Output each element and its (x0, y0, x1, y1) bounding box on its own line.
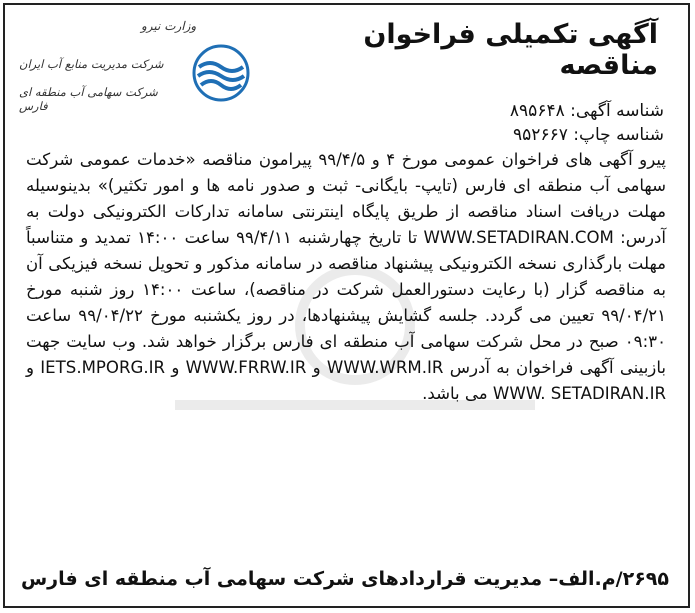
conjunction-2: و (165, 358, 186, 377)
url-setadiran-com: WWW.SETADIRAN.COM (423, 228, 614, 247)
logo-ministry-text: وزارت نیرو (141, 19, 197, 33)
url-wrm: WWW.WRM.IR (326, 358, 444, 377)
water-company-logo-icon (191, 43, 251, 103)
url-setadiran-ir: WWW. SETADIRAN.IR (492, 384, 666, 403)
print-id-row (510, 123, 664, 147)
print-id-value: ۹۵۲۶۶۷ (513, 125, 568, 145)
notice-body (26, 147, 666, 407)
logo-line-2: شرکت سهامی آب منطقه ای فارس (19, 85, 158, 113)
notice-id-value: ۸۹۵۶۴۸ (509, 101, 565, 121)
notice-identifiers (510, 99, 664, 147)
notice-id-label: شناسه آگهی: (570, 101, 664, 121)
notice-footer: ۲۶۹۵/م.الف– مدیریت قراردادهای شرکت سهامی آب منطقه ای فارس (20, 568, 669, 590)
body-end: می باشد. (422, 384, 493, 403)
url-frrw: WWW.FRRW.IR (185, 358, 307, 377)
logo-block (19, 15, 281, 111)
conjunction-1: و (306, 358, 327, 377)
body-part-1: پیرو آگهی های فراخوان عمومی مورخ ۴ و ۹۹/۴/۵ پیرامون مناقصه «خدمات عمومی شرکت سهامی آب منطقه ای فارس (تایپ- بایگانی- ثبت و صدور نامه ها و امور تکثیر)» بدینوسیله مهلت دریافت اسناد مناقصه از طریق پایگاه اینترنتی سامانه تدارکات الکترونیکی دولت به آدرس: (26, 150, 666, 247)
notice-id-row (510, 99, 664, 123)
body-part-2: تا تاریخ چهارشنبه ۹۹/۴/۱۱ ساعت ۱۴:۰۰ تمدید و متناسباً مهلت بارگذاری نسخه الکترونیکی پیشنهاد مناقصه در سامانه مذکور و تحویل نسخه فیزیکی آن به مناقصه گزار (با رعایت دستورالعمل شرکت در مناقصه)، ساعت ۱۴:۰۰ روز شنبه مورخ ۹۹/۰۴/۲۱ تعیین می گردد. جلسه گشایش پیشنهادها، در روز یکشنبه مورخ ۹۹/۰۴/۲۲ ساعت ۰۹:۳۰ صبح در محل شرکت سهامی آب منطقه ای فارس برگزار خواهد شد. وب سایت جهت بازبینی آگهی فراخوان به آدرس (26, 228, 667, 377)
url-iets: IETS.MPORG.IR (40, 358, 166, 377)
print-id-label: شناسه چاپ: (573, 125, 664, 145)
notice-frame (3, 3, 690, 608)
logo-line-1: شرکت مدیریت منابع آب ایران (19, 57, 164, 71)
notice-title: آگهی تکمیلی فراخوان مناقصه (363, 19, 658, 81)
conjunction-3: و (26, 358, 41, 377)
